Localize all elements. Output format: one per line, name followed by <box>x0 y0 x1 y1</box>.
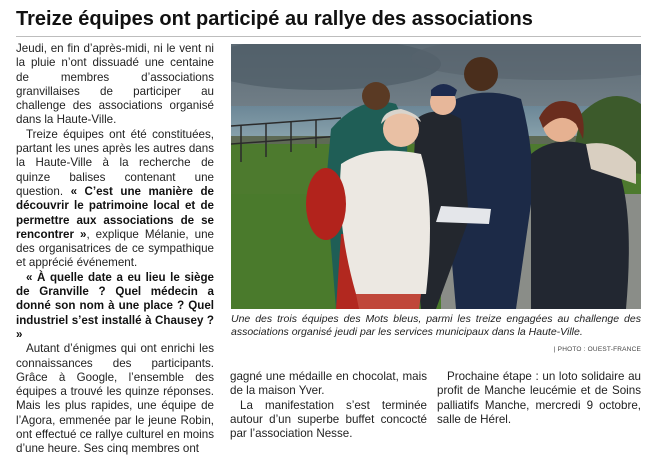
paragraph-enigmas: Autant d’énigmes qui ont enrichi les connaissances des participants. Grâce à Google, l’ensemble des équipes a trouvé les quinze réponses. Mais les plus rapides, une équipe de l’Agora, emmenée par le jeune Robin, ont effectué ce rallye culturel en moins d’une heure. Ses cinq membres ont <box>16 342 214 456</box>
article-photo <box>231 44 641 309</box>
questions-quote: « À quelle date a eu lieu le siège de Granville ? Quel médecin a donné son nom à une place ? Quel industriel s’est installé à Chausey ? » <box>16 270 214 341</box>
teams-text: Treize équipes ont été constituées, partant les unes après les autres dans la Haute-Ville à la recherche de quinze balises contenant une question. <box>16 127 214 198</box>
article-column-1 <box>16 42 214 457</box>
paragraph-buffet: La manifestation s’est terminée autour d’un superbe buffet concocté par l’association Nesse. <box>230 398 427 441</box>
headline-divider <box>16 36 641 37</box>
team-photo-illustration <box>231 44 641 309</box>
organizer-attribution: , explique Mélanie, une des organisatrices de ce sympathique et apprécié événement. <box>16 227 214 270</box>
paragraph-teams <box>16 128 214 271</box>
paragraph-next-step: Prochaine étape : un loto solidaire au profit de Manche leucémie et de Soins palliatifs Manche, mercredi 9 octobre, salle de Hérel. <box>437 370 641 426</box>
paragraph-medal: gagné une médaille en chocolat, mais de la maison Yver. <box>230 370 427 398</box>
article-column-2 <box>230 370 427 441</box>
photo-credit: | PHOTO : OUEST-FRANCE <box>553 346 641 353</box>
article-headline: Treize équipes ont participé au rallye des associations <box>16 8 533 30</box>
photo-caption: Une des trois équipes des Mots bleus, parmi les treize engagées au challenge des associations organisé jeudi par les services municipaux dans la Haute-Ville. <box>231 313 641 338</box>
paragraph-intro: Jeudi, en fin d’après-midi, ni le vent ni la pluie n’ont dissuadé une centaine de membres d’associations granvillaises de participer au challenge des associations organisé dans la Haute-Ville. <box>16 42 214 127</box>
paragraph-questions <box>16 271 214 342</box>
organizer-quote: « C’est une manière de découvrir le patrimoine local et de permettre aux associations de se rencontrer » <box>16 184 214 241</box>
article-column-3 <box>437 370 641 427</box>
